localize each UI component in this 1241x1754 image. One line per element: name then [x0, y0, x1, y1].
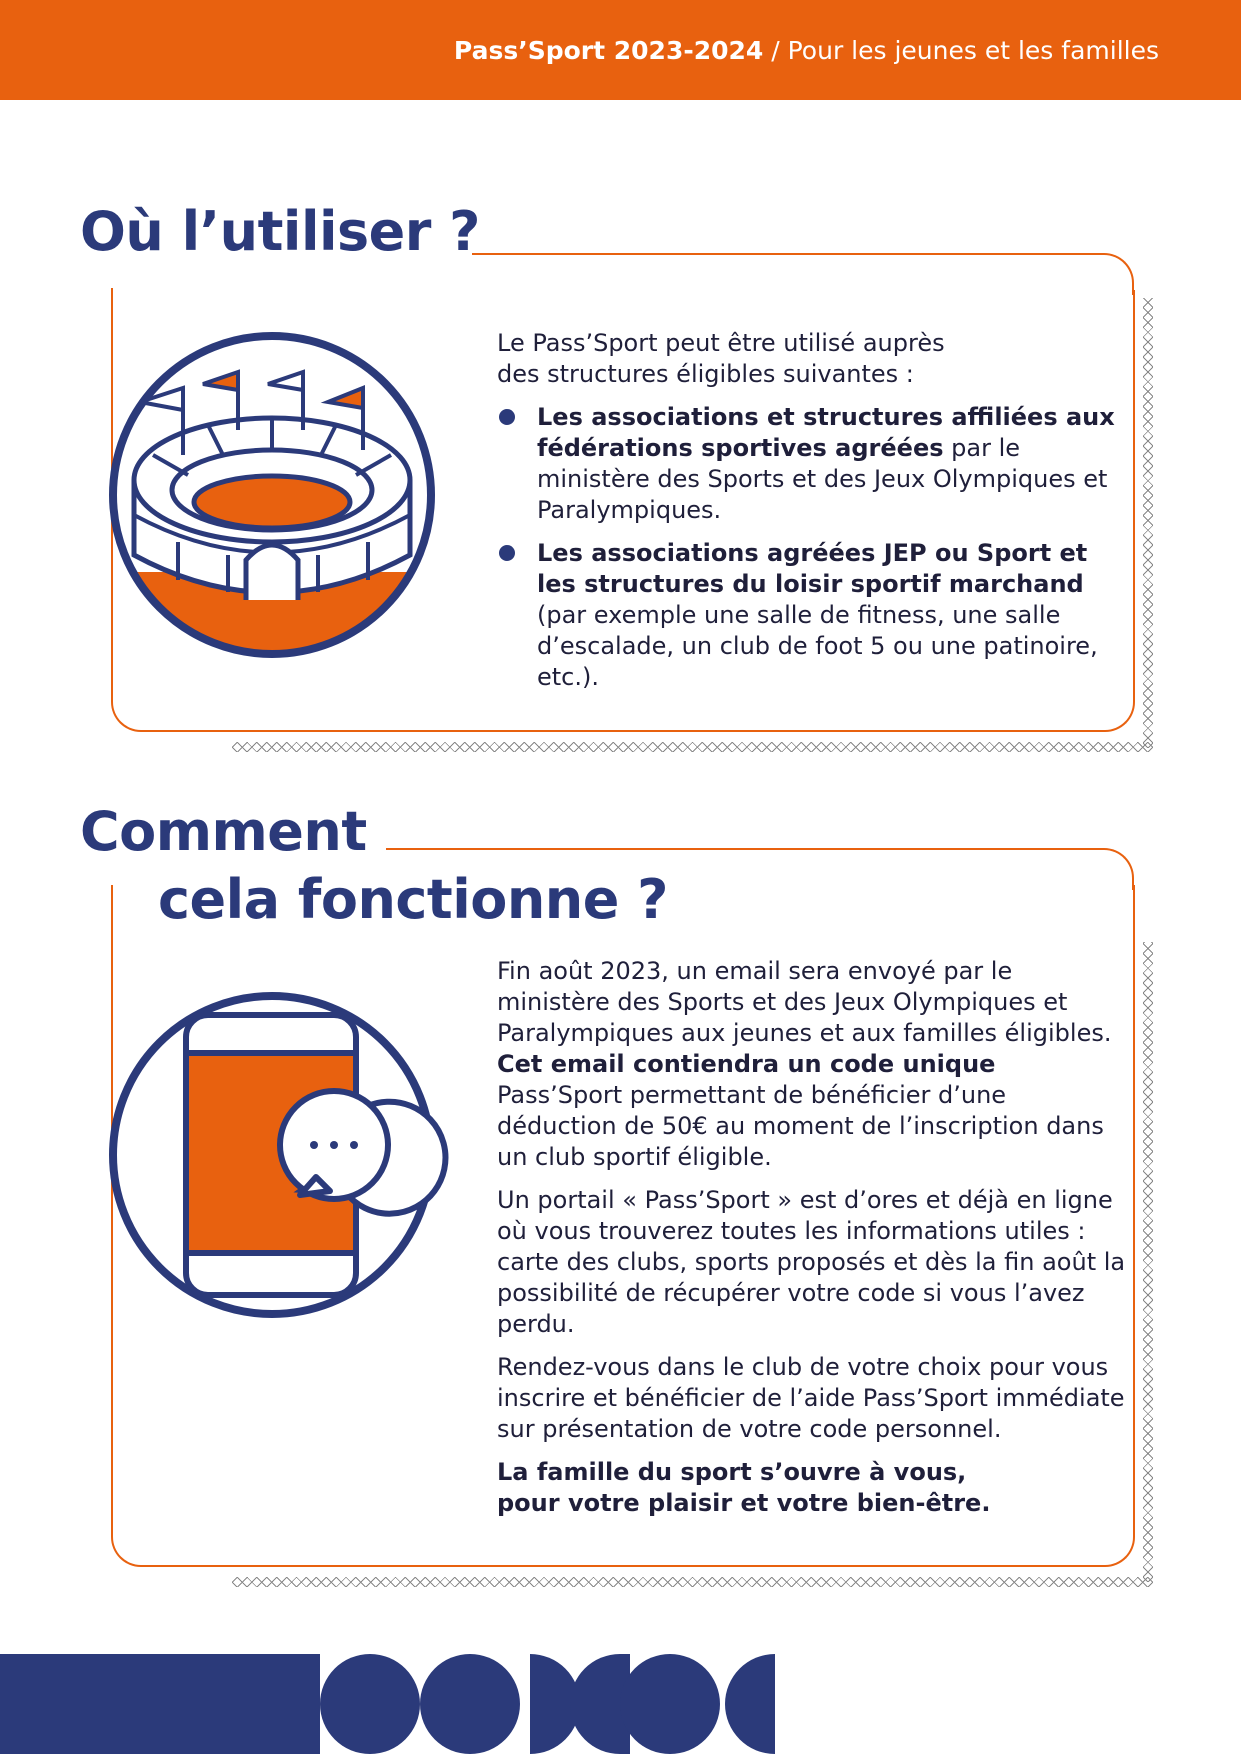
section2-p4-line1: La famille du sport s’ouvre à vous,: [497, 1458, 967, 1486]
bullet1-bold: Les associations et structures affiliées aux fédérations sportives agréées: [537, 403, 1115, 462]
eligible-structures-list: [497, 402, 1117, 693]
bullet-icon: [499, 545, 515, 561]
section2-p1-a: Fin août 2023, un email sera envoyé par le ministère des Sports et des Jeux Olympiques et Paralympiques aux jeunes et aux familles éligibles.: [497, 957, 1112, 1047]
section1-text: [497, 328, 1117, 705]
section2-p3: Rendez-vous dans le club de votre choix pour vous inscrire et bénéficier de l’aide Pass’Sport immédiate sur présentation de votre code personnel.: [497, 1353, 1125, 1443]
section2-p1-bold: Cet email contiendra un code unique: [497, 1050, 996, 1078]
section2-p4: [497, 1457, 1127, 1519]
header-title: [454, 36, 1159, 65]
header-bar: [0, 0, 1241, 100]
section2-p4-line2: pour votre plaisir et votre bien-être.: [497, 1489, 991, 1517]
list-item: [497, 538, 1117, 693]
section1-frame-top: [472, 253, 1134, 295]
smartphone-chat-icon: [78, 955, 468, 1355]
section1-intro-line2: des structures éligibles suivantes :: [497, 360, 914, 388]
header-separator: /: [763, 36, 788, 65]
section2-zigzag-right: [1143, 942, 1153, 1582]
section2-zigzag-bottom: [232, 1577, 1153, 1587]
section2-frame-top: [386, 848, 1134, 890]
section1-heading: Où l’utiliser ?: [80, 200, 480, 263]
section2-p2: Un portail « Pass’Sport » est d’ores et déjà en ligne où vous trouverez toutes les informations utiles : carte des clubs, sports proposés et dès la fin août la possibilité de récupérer votre code si vous l’avez perdu.: [497, 1186, 1126, 1338]
header-title-bold: Pass’Sport 2023-2024: [453, 36, 764, 65]
section1-zigzag-right: [1143, 298, 1153, 748]
header-title-rest: Pour les jeunes et les familles: [787, 36, 1159, 65]
list-item: [497, 402, 1117, 526]
section2-p1: [497, 956, 1127, 1173]
section2-text: [497, 956, 1127, 1531]
section2-heading-line2: cela fonctionne ?: [158, 868, 668, 931]
bullet2-rest: (par exemple une salle de fitness, une salle d’escalade, un club de foot 5 ou une patinoire, etc.).: [537, 601, 1098, 691]
section2-p1-b: Pass’Sport permettant de bénéficier d’une déduction de 50€ au moment de l’inscription dans un club sportif éligible.: [497, 1081, 1104, 1171]
bullet2-bold: Les associations agréées JEP ou Sport et les structures du loisir sportif marchand: [537, 539, 1088, 598]
section2-heading-line1: Comment: [80, 800, 367, 863]
section1-intro-line1: Le Pass’Sport peut être utilisé auprès: [497, 329, 945, 357]
section1-zigzag-bottom: [232, 742, 1153, 752]
bullet-icon: [499, 409, 515, 425]
bottom-decoration: [0, 1654, 1241, 1754]
section1-intro: [497, 328, 1117, 390]
bullet1-rest: par le ministère des Sports et des Jeux Olympiques et Paralympiques.: [537, 434, 1108, 524]
stadium-icon: [78, 330, 468, 690]
